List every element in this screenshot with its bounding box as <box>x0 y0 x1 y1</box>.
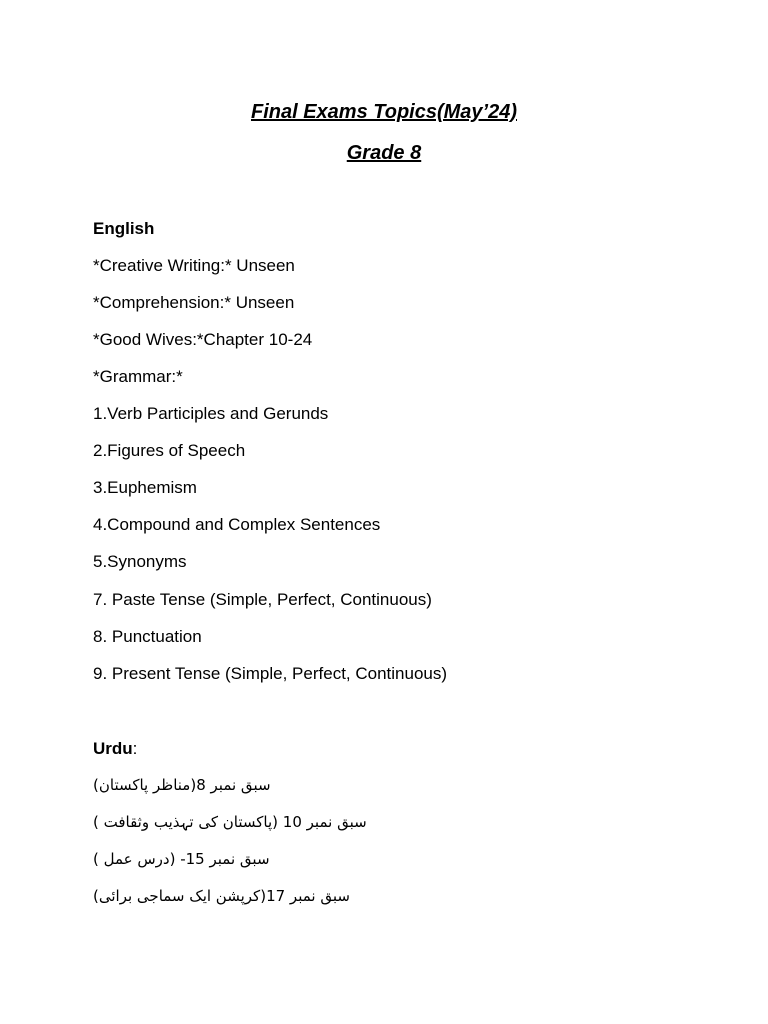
english-item: *Grammar:* <box>93 367 183 386</box>
urdu-item: سبق نمبر 10 (پاکستان کی تہذیب وثقافت ) <box>93 813 367 831</box>
urdu-heading-colon: : <box>132 739 138 758</box>
english-item: 1.Verb Participles and Gerunds <box>93 404 329 423</box>
english-item: 7. Paste Tense (Simple, Perfect, Continuous) <box>93 590 432 609</box>
english-item: 8. Punctuation <box>93 627 202 646</box>
grade-heading: Grade 8 <box>346 142 422 164</box>
urdu-item: سبق نمبر 15- (درس عمل ) <box>93 850 270 868</box>
english-item: 3.Euphemism <box>93 478 197 497</box>
urdu-heading-line <box>93 738 137 760</box>
english-item: 5.Synonyms <box>93 552 187 571</box>
english-item: *Good Wives:*Chapter 10-24 <box>93 330 313 349</box>
english-heading: English <box>93 219 155 238</box>
english-item: *Comprehension:* Unseen <box>93 293 295 312</box>
english-item: 2.Figures of Speech <box>93 441 246 460</box>
urdu-heading: Urdu <box>93 739 133 758</box>
english-item: 9. Present Tense (Simple, Perfect, Continuous) <box>93 664 448 683</box>
english-item: *Creative Writing:* Unseen <box>93 256 295 275</box>
urdu-item: سبق نمبر 8(مناظر پاکستان) <box>93 776 271 794</box>
urdu-item: سبق نمبر 17(کرپشن ایک سماجی برائی) <box>93 887 350 905</box>
english-item: 4.Compound and Complex Sentences <box>93 515 381 534</box>
document-title: Final Exams Topics(May’24) <box>250 101 517 123</box>
